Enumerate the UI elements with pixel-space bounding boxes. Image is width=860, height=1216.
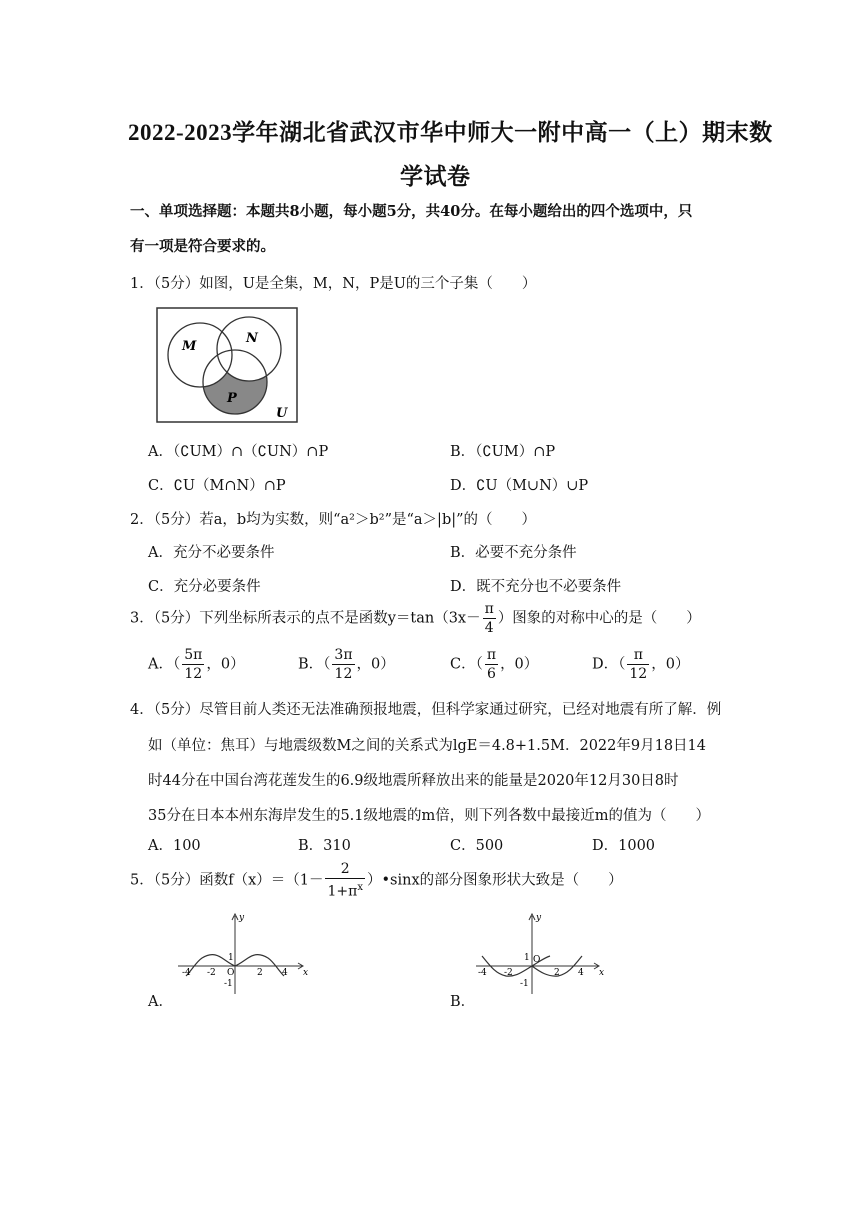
question-5-graph-a (172, 910, 312, 998)
option-label: A．（ (148, 656, 181, 673)
option-fraction-num: 5π (184, 647, 203, 663)
question-5-stem-pre: 5．（5分）函数f（x）＝（1－ (130, 872, 324, 889)
tick-label: 2 (554, 968, 560, 978)
section-header: 一、单项选择题：本题共8小题，每小题5分，共40分。在每小题给出的四个选项中，只 (130, 203, 693, 220)
origin-label: O (533, 955, 541, 965)
question-4-option-d[interactable]: D．1000 (592, 838, 656, 854)
question-2-option-b[interactable]: B．必要不充分条件 (450, 545, 577, 561)
venn-label-p: P (227, 391, 237, 406)
question-3-fraction (483, 600, 496, 637)
option-fraction (182, 646, 204, 683)
section-header-cont: 有一项是符合要求的。 (130, 238, 275, 255)
tick-label: 1 (524, 953, 530, 963)
question-5-graph-b (470, 910, 610, 998)
option-tail: ，0） (206, 656, 245, 673)
tick-label: 2 (257, 968, 263, 978)
question-3-option-a[interactable] (148, 646, 245, 683)
option-fraction-num: π (627, 646, 649, 665)
question-5-fraction-den-base: 1+π (327, 883, 358, 900)
y-axis-label: y (239, 913, 245, 923)
option-label: D．（ (592, 656, 626, 673)
option-fraction-den: 6 (487, 666, 496, 682)
question-5-option-a[interactable]: A． (148, 994, 173, 1010)
option-fraction-num: 3π (334, 647, 353, 663)
question-4-option-b[interactable]: B．310 (298, 838, 351, 854)
question-4-line-1: 4．（5分）尽管目前人类还无法准确预报地震，但科学家通过研究，已经对地震有所了解．例 (130, 702, 722, 718)
venn-label-n: N (246, 331, 258, 346)
option-fraction-den: 12 (184, 666, 203, 682)
option-fraction-den: 12 (629, 666, 648, 682)
question-1-option-b[interactable]: B．（∁UM）∩P (450, 444, 556, 460)
option-tail: ，0） (651, 656, 690, 673)
venn-label-u: U (276, 406, 288, 421)
question-3-stem (130, 600, 701, 637)
question-2-option-a[interactable]: A．充分不必要条件 (148, 545, 275, 561)
question-4-option-c[interactable]: C．500 (450, 838, 504, 854)
question-4-option-a[interactable]: A．100 (148, 838, 201, 854)
question-2-option-d[interactable]: D．既不充分也不必要条件 (450, 579, 622, 595)
tick-label: -2 (504, 968, 513, 978)
question-3-option-d[interactable] (592, 646, 689, 683)
tick-label: -4 (478, 968, 487, 978)
option-tail: ，0） (500, 656, 539, 673)
question-3-option-c[interactable] (450, 646, 538, 683)
tick-label: -1 (224, 979, 233, 989)
x-axis-label: x (599, 968, 605, 978)
question-5-stem-post: ）•sinx的部分图象形状大致是（ ） (366, 872, 623, 889)
option-fraction (332, 646, 354, 683)
venn-diagram (156, 307, 300, 425)
question-4-line-4: 35分在日本本州东海岸发生的5.1级地震的m倍，则下列各数中最接近m的值为（ ） (148, 808, 711, 824)
tick-label: -1 (520, 979, 529, 989)
option-fraction-den: 12 (334, 666, 353, 682)
question-1-option-a[interactable]: A．（∁UM）∩（∁UN）∩P (148, 444, 329, 460)
question-4-line-2: 如（单位：焦耳）与地震级数M之间的关系式为lgE＝4.8+1.5M．2022年9月18日14 (148, 738, 706, 754)
question-5-fraction (325, 860, 364, 901)
venn-label-m: M (182, 339, 197, 354)
option-fraction (627, 646, 649, 683)
question-3-fraction-num: π (484, 601, 494, 617)
option-label: B．（ (298, 656, 331, 673)
page-title: 2022-2023学年湖北省武汉市华中师大一附中高一（上）期末数 (128, 120, 773, 145)
tick-label: 4 (282, 968, 288, 978)
tick-label: -2 (207, 968, 216, 978)
option-label: C．（ (450, 656, 483, 673)
question-3-stem-post: ）图象的对称中心的是（ ） (497, 610, 701, 627)
question-5-fraction-den (325, 879, 364, 901)
option-fraction-num: π (486, 647, 497, 663)
question-4-line-3: 时44分在中国台湾花莲发生的6.9级地震所释放出来的能量是2020年12月30日8时 (148, 773, 679, 789)
question-1-option-d[interactable]: D．∁U（M∪N）∪P (450, 478, 589, 494)
question-3-option-b[interactable] (298, 646, 395, 683)
question-1-stem: 1．（5分）如图，U是全集，M，N，P是U的三个子集（ ） (130, 276, 537, 292)
option-tail: ，0） (356, 656, 395, 673)
question-5-option-b[interactable]: B． (450, 994, 476, 1010)
question-2-stem: 2．（5分）若a，b均为实数，则“a²＞b²”是“a＞|b|”的（ ） (130, 512, 537, 528)
question-1-option-c[interactable]: C．∁U（M∩N）∩P (148, 478, 286, 494)
question-5-stem (130, 860, 623, 901)
question-3-fraction-den: 4 (484, 620, 494, 636)
x-axis-label: x (303, 968, 309, 978)
origin-label: O (227, 968, 235, 978)
tick-label: 1 (228, 953, 234, 963)
question-2-option-c[interactable]: C．充分必要条件 (148, 579, 261, 595)
question-5-fraction-den-exp: x (357, 882, 363, 893)
question-3-stem-pre: 3．（5分）下列坐标所表示的点不是函数y＝tan（3x－ (130, 610, 481, 627)
tick-label: 4 (578, 968, 584, 978)
tick-label: -4 (182, 968, 191, 978)
y-axis-label: y (536, 913, 542, 923)
option-fraction (485, 646, 498, 683)
question-5-fraction-num: 2 (325, 860, 364, 879)
page-title-cont: 学试卷 (400, 164, 471, 189)
